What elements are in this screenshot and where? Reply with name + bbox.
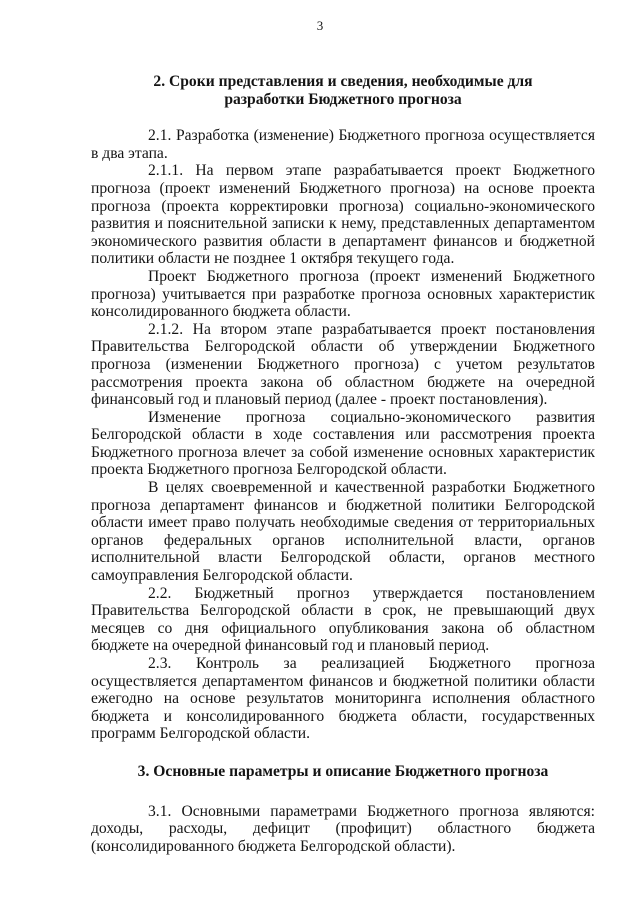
paragraph-forecast-change: Изменение прогноза социально-экономического развития Белгородской области в ходе составления или рассмотрения проекта Бюджетного прогноза влечет за собой изменение основных характеристик проекта Бюджетного прогноза Белгородской области. — [91, 408, 595, 479]
paragraph-information-rights: В целях своевременной и качественной разработки Бюджетного прогноза департамент финансов и бюджетной политики Белгородской области имеет право получать необходимые сведения от территориальных органов федеральных органов исполнительной власти, органов исполнительной власти Белгородской области, органов местного самоуправления Белгородской области. — [91, 479, 595, 585]
paragraph-draft-forecast: Проект Бюджетного прогноза (проект изменений Бюджетного прогноза) учитывается при разработке прогноза основных характеристик консолидированного бюджета области. — [91, 267, 595, 321]
section-2-heading-line-2: разработки Бюджетного прогноза — [224, 90, 462, 108]
paragraph-2-1-1: 2.1.1. На первом этапе разрабатывается проект Бюджетного прогноза (проект изменений Бюджетного прогноза) на основе проекта прогноза (проекта корректировки прогноза) социально-экономического развития и пояснительной записки к нему, представленных департаментом экономического развития области в департамент финансов и бюджетной политики области не позднее 1 октября текущего года. — [91, 162, 595, 268]
section-2-heading-line-1: 2. Сроки представления и сведения, необходимые для — [153, 73, 533, 90]
document-body — [91, 73, 595, 855]
paragraph-3-1: 3.1. Основными параметрами Бюджетного прогноза являются: доходы, расходы, дефицит (профицит) областного бюджета (консолидированного бюджета Белгородской области). — [91, 802, 595, 855]
paragraph-2-1-2: 2.1.2. На втором этапе разрабатывается проект постановления Правительства Белгородской области об утверждении Бюджетного прогноза (изменении Бюджетного прогноза) с учетом результатов рассмотрения проекта закона об областном бюджете на очередной финансовый год и плановый период (далее - проект постановления). — [91, 320, 595, 409]
paragraph-2-2: 2.2. Бюджетный прогноз утверждается постановлением Правительства Белгородской области в срок, не превышающий двух месяцев со дня официального опубликования закона об областном бюджете на очередной финансовый год и плановый период. — [91, 584, 595, 655]
paragraph-2-3: 2.3. Контроль за реализацией Бюджетного прогноза осуществляется департаментом финансов и бюджетной политики области ежегодно на основе результатов мониторинга исполнения областного бюджета и консолидированного бюджета области, государственных программ Белгородской области. — [91, 655, 595, 743]
section-3-heading: 3. Основные параметры и описание Бюджетного прогноза — [137, 762, 549, 780]
paragraph-2-1: 2.1. Разработка (изменение) Бюджетного прогноза осуществляется в два этапа. — [91, 127, 595, 162]
section-2-heading — [91, 73, 595, 108]
page-number: 3 — [316, 18, 324, 33]
